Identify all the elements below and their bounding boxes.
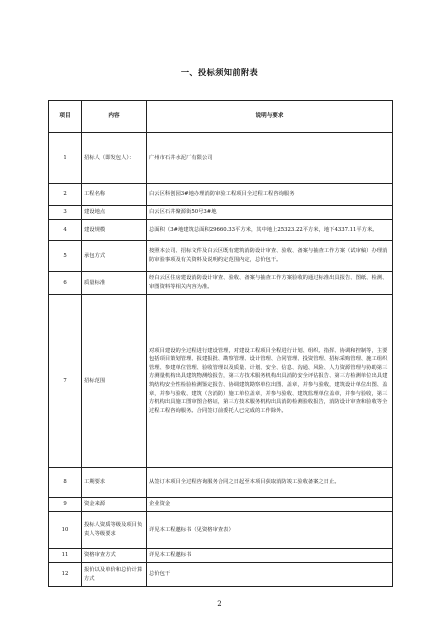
row-number: 6 (49, 272, 82, 295)
table-row (49, 512, 393, 549)
row-description: 详见本工程邀标书 (147, 549, 393, 563)
header-desc: 说明与要求 (147, 101, 393, 133)
row-description: 经白云区住房建设消防设计审查、验收、备案与抽查工作方案验收的通过标准出具报告、图纸、检测、审图资料等相关内容为准。 (147, 272, 393, 295)
row-description: 对项目建设的全过程进行建设管理，对建设工程项目全程进行计划、组织、指挥、协调和控制等，主要包括项目策划管理、报建报批、勘察管理、设计管理、合同管理、投资管理、招标采购管理、施工组织管理、参建单位管理、验收管理以及质量、计划、安全、信息、沟通、风险、人力资源管理与协助第三方测量机构出具建筑物测绘报告，第三方技术服务机构出具消防安全评估报告、第三方检测单位出具建筑结构安全性检验检测鉴定报告、协调建筑勘察单位出图、盖章，并参与验收，建筑设计单位出图、盖章，并参与验收、建筑（含消防）施工单位盖章，并参与验收、建筑监理单位盖章，并参与验收，第三方机构出具施工图审图合格证，第三方技术服务机构出具消防检测验收报告，消防设计审查和验收等全过程工程咨询服务。合同签订前委托人已完成的工作除外。 (147, 295, 393, 468)
row-number: 5 (49, 241, 82, 272)
row-description: 广州市石井水泥厂有限公司 (147, 133, 393, 184)
page-title: 一、投标须知前附表 (180, 67, 259, 77)
row-description: 按照本公司、招标文件及白云区既有建筑消防设计审查、验收、备案与抽查工作方案（试审稿）办理消防审验事项及有关资料及说明约定范围内定，总价包干。 (147, 241, 393, 272)
row-item: 建设地点 (82, 206, 147, 220)
row-number: 10 (49, 512, 82, 549)
row-item: 资金来源 (82, 498, 147, 512)
row-number: 11 (49, 549, 82, 563)
row-item: 建设规模 (82, 220, 147, 241)
row-number: 9 (49, 498, 82, 512)
table-row (49, 206, 393, 220)
row-number: 3 (49, 206, 82, 220)
row-description: 白云区石井聚源街50号3#地 (147, 206, 393, 220)
row-description: 总面积（3#地建筑总面积29660.33平方米，其中地上25323.22平方米，地下4337.11平方米。 (147, 220, 393, 241)
table-row (49, 220, 393, 241)
table-row (49, 549, 393, 563)
row-description: 白云区科创园3#地办理消防审验工程项目全过程工程咨询服务 (147, 184, 393, 206)
row-number: 2 (49, 184, 82, 206)
row-number: 1 (49, 133, 82, 184)
table-row (49, 272, 393, 295)
row-item: 工期要求 (82, 468, 147, 498)
row-description: 企业资金 (147, 498, 393, 512)
table-row (49, 468, 393, 498)
row-description: 详见本工程邀标书（见资格审查表） (147, 512, 393, 549)
row-item: 质量标准 (82, 272, 147, 295)
row-item: 工程名称 (82, 184, 147, 206)
table-row (49, 184, 393, 206)
row-number: 4 (49, 220, 82, 241)
table-row (49, 133, 393, 184)
row-item: 招标范围 (82, 295, 147, 468)
table-header-row (49, 101, 393, 133)
row-description: 从签订本项目全过程咨询服务合同之日起至本项目获取消防竣工验收备案之日止。 (147, 468, 393, 498)
row-item: 招标人（即发包人）： (82, 133, 147, 184)
page-number: 2 (217, 600, 222, 608)
row-item: 资格审查方式 (82, 549, 147, 563)
table-row (49, 241, 393, 272)
row-item: 承包方式 (82, 241, 147, 272)
table-row (49, 498, 393, 512)
row-description: 总价包干 (147, 563, 393, 587)
requirements-table (48, 100, 393, 587)
row-item: 报价以及单价和总价计算方式 (82, 563, 147, 587)
header-content: 内容 (82, 101, 147, 133)
table-row (49, 295, 393, 468)
row-number: 12 (49, 563, 82, 587)
row-number: 8 (49, 468, 82, 498)
table-row (49, 563, 393, 587)
row-item: 投标人资质等级及项目负责人等级要求 (82, 512, 147, 549)
header-no: 项目 (49, 101, 82, 133)
row-number: 7 (49, 295, 82, 468)
